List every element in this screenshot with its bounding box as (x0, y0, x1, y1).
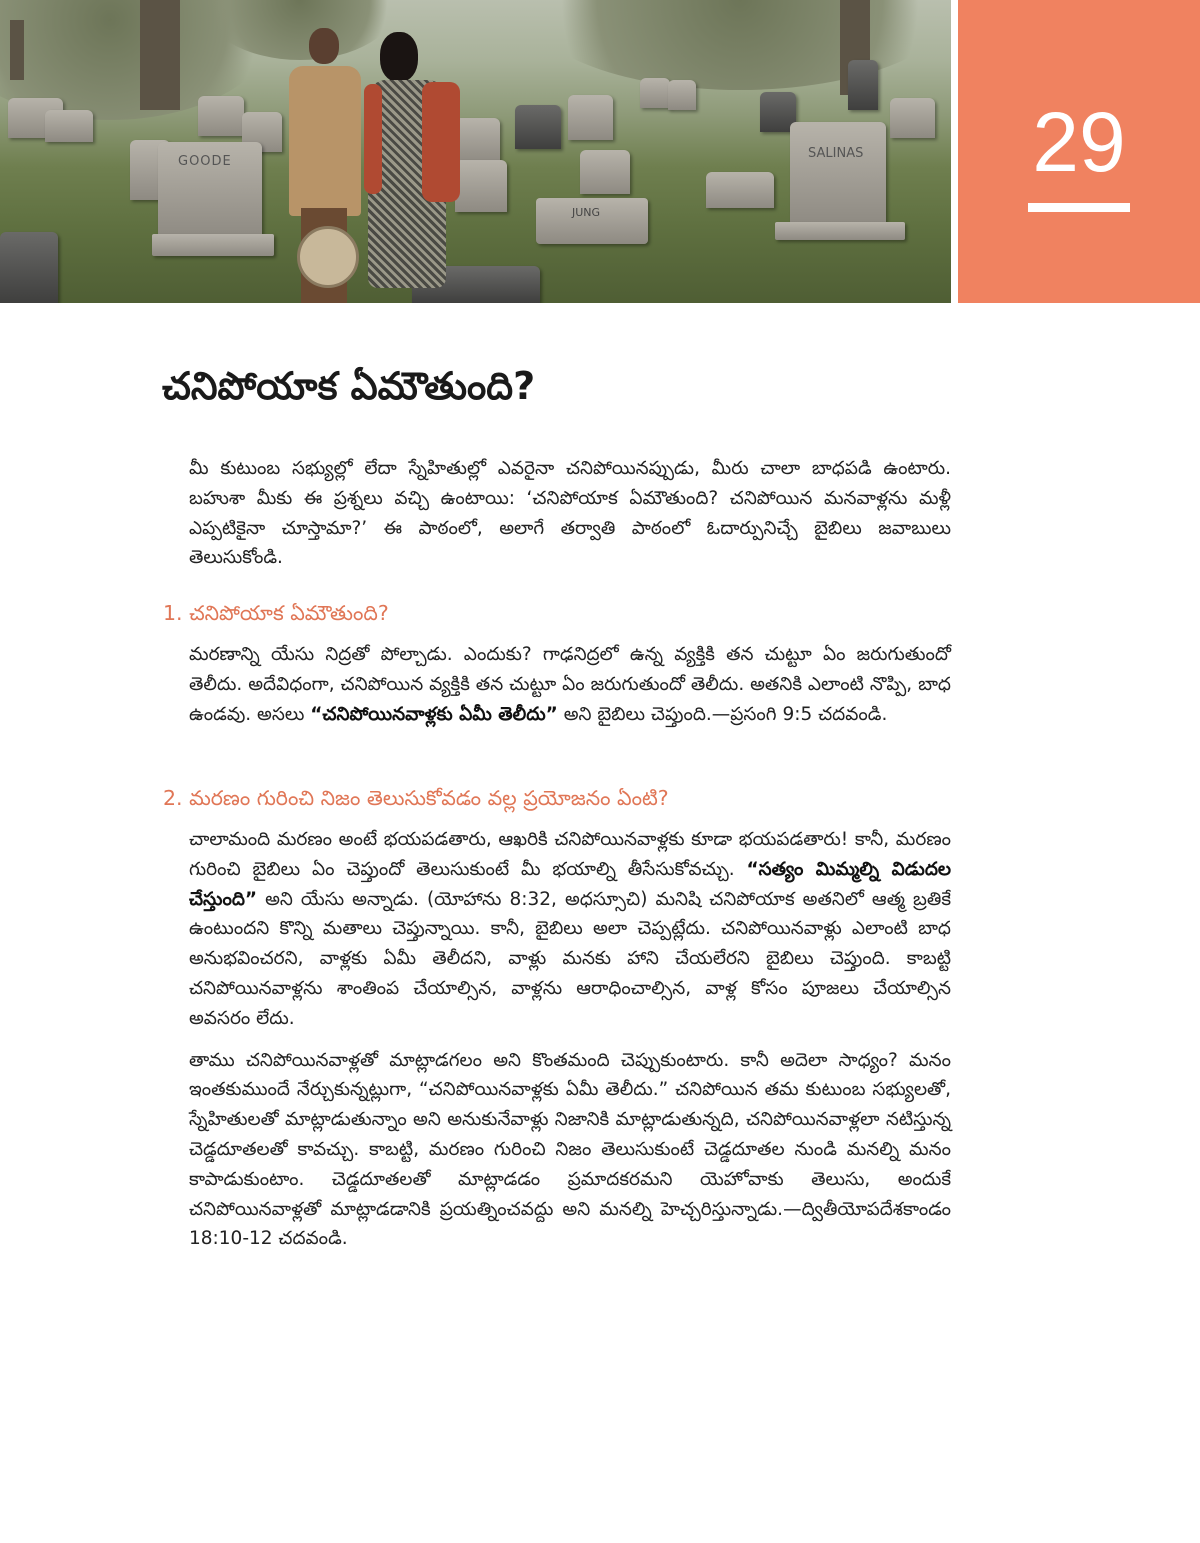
text: మరణాన్ని యేసు నిద్రతో పోల్చాడు. ఎందుకు? గాఢనిద్రలో ఉన్న వ్యక్తికి తన చుట్టూ ఏం జరుగుతుందో తెలీదు. అదేవిధంగా, చనిపోయిన వ్యక్తికి తన చుట్టూ ఏం జరుగుతుందో తెలీదు. అతనికి ఎలాంటి నొప్పి, బాధ ఉండవు. అసలు (189, 644, 951, 725)
cemetery-photo (0, 0, 951, 303)
gravestone-jung: JUNG (536, 198, 648, 244)
text: తాము చనిపోయినవాళ్లతో మాట్లాడగలం అని కొంతమంది చెప్పుకుంటారు. కానీ అదెలా సాధ్యం? మనం ఇంతకుముందే నేర్చుకున్నట్లుగా, “చనిపోయినవాళ్లకు ఏమీ తెలీదు.” చనిపోయిన తమ కుటుంబ సభ్యులతో, స్నేహితులతో మాట్లాడుతున్నాం అని అనుకునేవాళ్లు నిజానికి మాట్లాడుతున్నది, చనిపోయినవాళ్లలా నటిస్తున్న చెడ్డదూతలతో కావచ్చు. కాబట్టి, మరణం గురించి నిజం తెలుసుకుంటే చెడ్డదూతల నుండి మనల్ని మనం కాపాడుకుంటాం. చెడ్డదూతలతో మాట్లాడడం ప్రమాదకరమని యెహోవాకు తెలుసు, అందుకే చనిపోయినవాళ్లతో మాట్లాడడానికి ప్రయత్నించవద్దు అని మనల్ని హెచ్చరిస్తున్నాడు.—ద్వితీయోపదేశకాండం 18:10-12 చదవండి. (189, 1049, 951, 1250)
lesson-number-badge (958, 0, 1200, 303)
man-figure (287, 28, 367, 303)
intro-paragraph: మీ కుటుంబ సభ్యుల్లో లేదా స్నేహితుల్లో ఎవరైనా చనిపోయినప్పుడు, మీరు చాలా బాధపడి ఉంటారు. బహుశా మీకు ఈ ప్రశ్నలు వచ్చి ఉంటాయి: ‘చనిపోయాక ఏమౌతుంది? చనిపోయిన మనవాళ్లను మళ్లీ ఎప్పటికైనా చూస్తామా?’ ఈ పాఠంలో, అలాగే తర్వాతి పాఠంలో ఓదార్పునిచ్చే బైబిలు జవాబులు తెలుసుకోండి. (189, 458, 951, 569)
section-heading: 1. చనిపోయాక ఏమౌతుంది? (163, 601, 389, 625)
gravestone-salinas: SALINAS (790, 122, 886, 226)
section-paragraph (189, 640, 951, 729)
text: అని యేసు అన్నాడు. (యోహాను 8:32, అధస్సూచి) మనిషి చనిపోయాక అతనిలో ఆత్మ బ్రతికే ఉంటుందని కొన్ని మతాలు చెప్తున్నాయి. కానీ, బైబిలు అలా చెప్పట్లేదు. చనిపోయినవాళ్లు ఎలాంటి బాధ అనుభవించరని, వాళ్లకు ఏమీ తెలీదని, వాళ్లు మనకు హాని చేయలేరని బైబిలు చెప్తుంది. కాబట్టి చనిపోయినవాళ్లను శాంతింప చేయాల్సిన, వాళ్లను ఆరాధించాల్సిన, వాళ్ల కోసం పూజలు చేయాల్సిన అవసరం లేదు. (189, 888, 951, 1029)
section-1 (163, 598, 953, 741)
section-heading: 2. మరణం గురించి నిజం తెలుసుకోవడం వల్ల ప్రయోజనం ఏంటి? (163, 786, 669, 810)
lesson-number: 29 (1032, 95, 1126, 189)
text: అని బైబిలు చెప్తుంది.—ప్రసంగి 9:5 చదవండి. (557, 703, 888, 725)
bold-quote: “సత్యం మిమ్మల్ని విడుదల చేస్తుంది” (189, 858, 951, 910)
badge-underline (1028, 203, 1130, 212)
bold-quote: “చనిపోయినవాళ్లకు ఏమీ తెలీదు” (310, 703, 558, 725)
section-paragraph (189, 1046, 951, 1255)
gravestone-goode: GOODE (158, 142, 262, 238)
text: చాలామంది మరణం అంటే భయపడతారు, ఆఖరికి చనిపోయినవాళ్లకు కూడా భయపడతారు! కానీ, మరణం గురించి బైబిలు ఏం చెప్తుందో తెలుసుకుంటే మీ భయాల్ని తీసేసుకోవచ్చు. (189, 829, 951, 880)
section-2 (163, 783, 953, 1266)
lesson-title: చనిపోయాక ఏమౌతుంది? (162, 364, 536, 408)
section-paragraph (189, 825, 951, 1034)
woman-figure (360, 32, 465, 303)
